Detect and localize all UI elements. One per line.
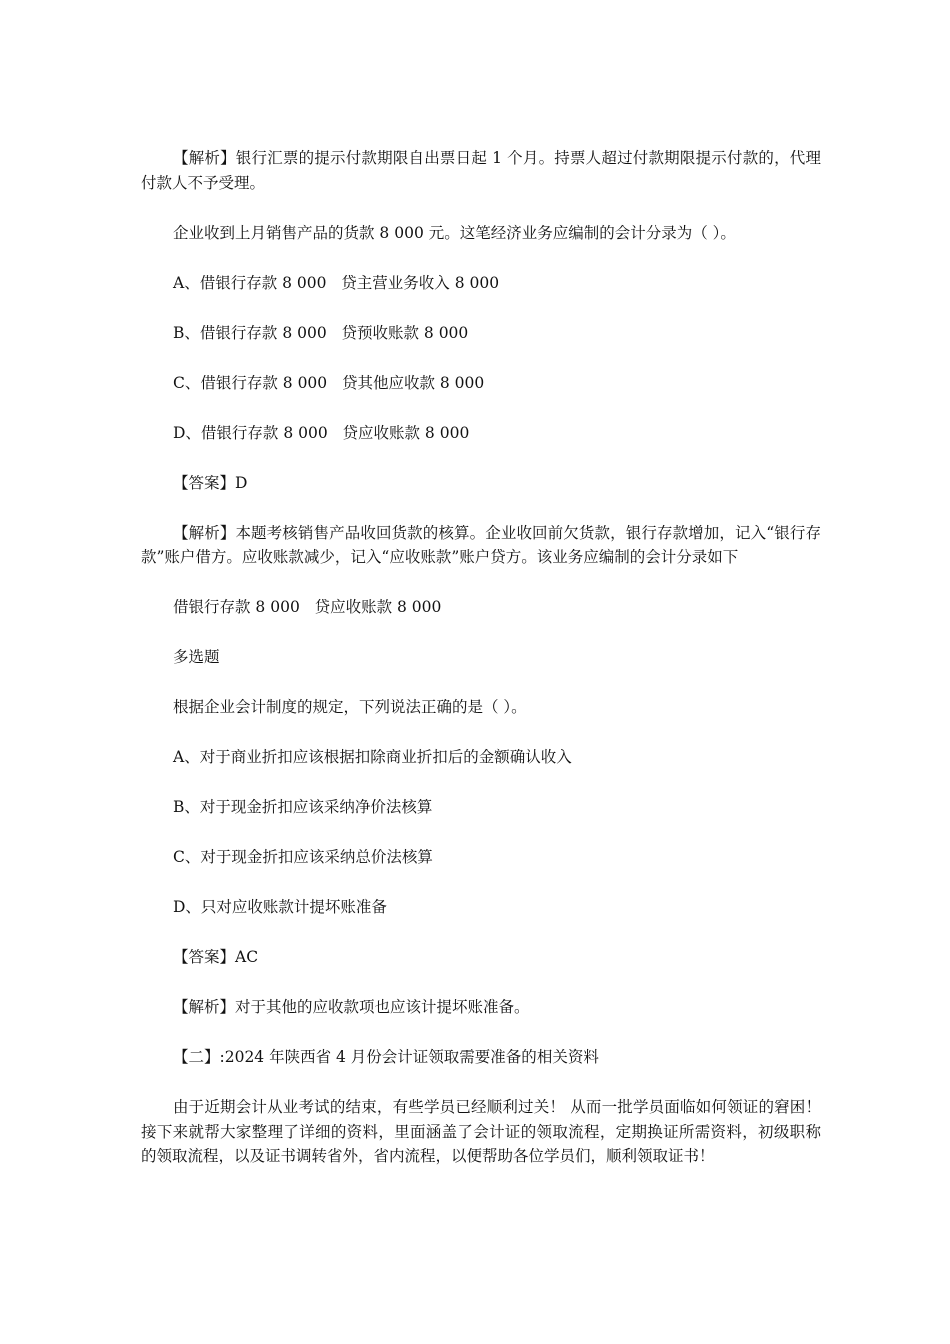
paragraph-question-multiple: 根据企业会计制度的规定，下列说法正确的是（ ）。 bbox=[173, 698, 527, 716]
paragraph-section-heading: 【二】:2024 年陕西省 4 月份会计证领取需要准备的相关资料 bbox=[173, 1048, 599, 1066]
paragraph-option-c: C、借银行存款 8 000 贷其他应收款 8 000 bbox=[173, 373, 485, 392]
paragraph-answer-single: 【答案】D bbox=[173, 473, 248, 492]
document-body bbox=[141, 146, 821, 1169]
paragraph-journal-entry: 借银行存款 8 000 贷应收账款 8 000 bbox=[173, 598, 442, 616]
paragraph-analysis-multiple: 【解析】对于其他的应收款项也应该计提坏账准备。 bbox=[173, 998, 530, 1016]
paragraph-multi-option-d: D、只对应收账款计提坏账准备 bbox=[173, 898, 387, 916]
paragraph-option-a: A、借银行存款 8 000 贷主营业务收入 8 000 bbox=[173, 273, 500, 292]
paragraph-multi-option-a: A、对于商业折扣应该根据扣除商业折扣后的金额确认收入 bbox=[173, 748, 572, 766]
paragraph-multi-option-c: C、对于现金折扣应该采纳总价法核算 bbox=[173, 848, 433, 866]
paragraph-section-multiple-choice: 多选题 bbox=[173, 648, 220, 666]
paragraph-analysis-bank-draft: 【解析】银行汇票的提示付款期限自出票日起 1 个月。持票人超过付款期限提示付款的，代理付款人不予受理。 bbox=[141, 149, 821, 192]
paragraph-multi-option-b: B、对于现金折扣应该采纳净价法核算 bbox=[173, 798, 433, 816]
paragraph-option-b: B、借银行存款 8 000 贷预收账款 8 000 bbox=[173, 323, 469, 342]
paragraph-option-d: D、借银行存款 8 000 贷应收账款 8 000 bbox=[173, 423, 470, 442]
paragraph-intro-certificate: 由于近期会计从业考试的结束，有些学员已经顺利过关！ 从而一批学员面临如何领证的窘困！接下来就帮大家整理了详细的资料，里面涵盖了会计证的领取流程，定期换证所需资料，初级职称的领取流程，以及证书调转省外，省内流程，以便帮助各位学员们，顺利领取证书！ bbox=[141, 1098, 821, 1165]
paragraph-answer-multiple: 【答案】AC bbox=[173, 948, 259, 966]
paragraph-analysis-single: 【解析】本题考核销售产品收回货款的核算。企业收回前欠货款，银行存款增加，记入“银行存款”账户借方。应收账款减少，记入“应收账款”账户贷方。该业务应编制的会计分录如下 bbox=[141, 523, 821, 566]
paragraph-question-single: 企业收到上月销售产品的货款 8 000 元。这笔经济业务应编制的会计分录为（ ）。 bbox=[173, 223, 736, 242]
